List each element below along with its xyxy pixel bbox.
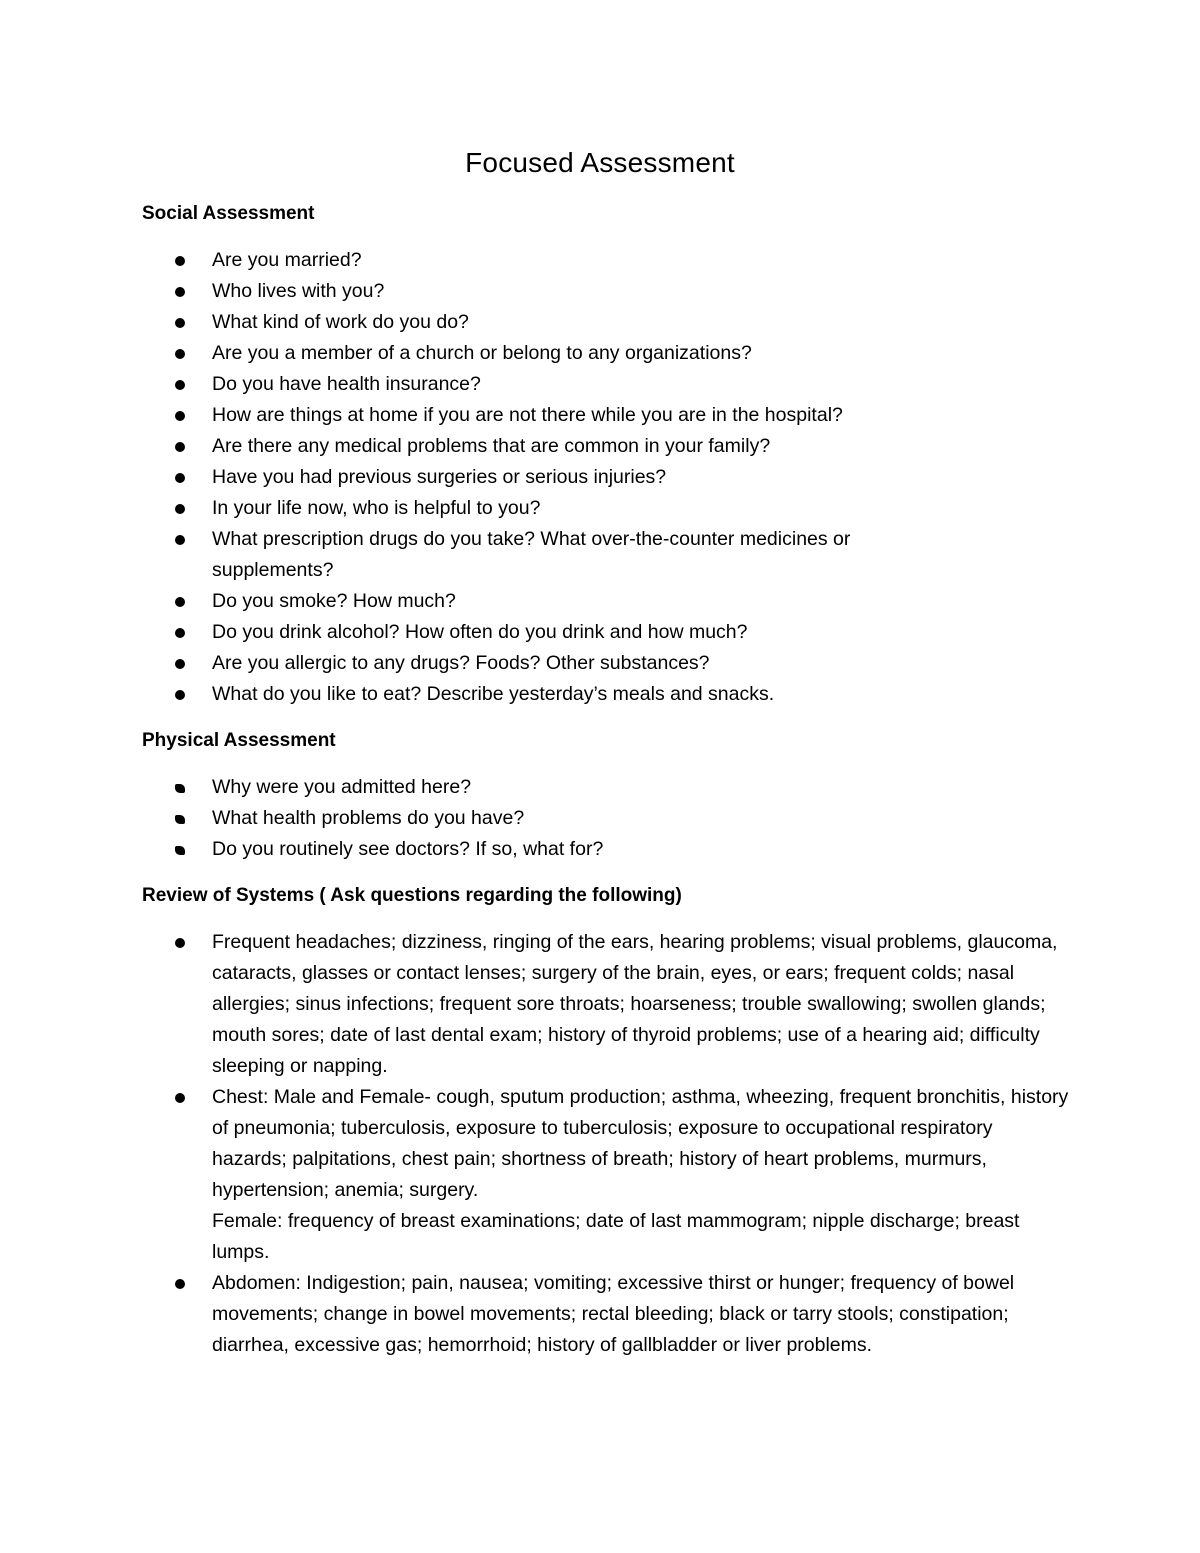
list-item: Do you have health insurance? xyxy=(142,369,1072,400)
bullet-icon xyxy=(175,535,185,545)
bullet-icon xyxy=(175,442,185,452)
list-item: Who lives with you? xyxy=(142,276,1072,307)
social-assessment-heading: Social Assessment xyxy=(142,203,315,224)
bullet-icon xyxy=(175,938,185,948)
bullet-icon xyxy=(175,1279,185,1289)
list-item: What health problems do you have? xyxy=(142,803,1072,834)
bullet-icon xyxy=(175,287,185,297)
bullet-icon xyxy=(175,380,185,390)
list-item: How are things at home if you are not there while you are in the hospital? xyxy=(142,400,1072,431)
review-of-systems-list xyxy=(142,927,1072,1361)
list-item: Are you a member of a church or belong to any organizations? xyxy=(142,338,1072,369)
list-item: Are you allergic to any drugs? Foods? Other substances? xyxy=(142,648,1072,679)
physical-assessment-list xyxy=(142,772,1072,865)
bullet-icon xyxy=(175,690,185,700)
bullet-icon xyxy=(175,784,185,793)
list-item: Have you had previous surgeries or serious injuries? xyxy=(142,462,1072,493)
list-item: Why were you admitted here? xyxy=(142,772,1072,803)
list-item: Chest: Male and Female- cough, sputum production; asthma, wheezing, frequent bronchitis, history of pneumonia; tuberculosis, exposure to tuberculosis; exposure to occupational respiratory hazards; palpitations, chest pain; shortness of breath; history of heart problems, murmurs, hypertension; anemia; surgery. Female: frequency of breast examinations; date of last mammogram; nipple discharge; breast lumps. xyxy=(142,1082,1072,1268)
bullet-icon xyxy=(175,349,185,359)
list-item: Abdomen: Indigestion; pain, nausea; vomiting; excessive thirst or hunger; frequency of bowel movements; change in bowel movements; rectal bleeding; black or tarry stools; constipation; diarrhea, excessive gas; hemorrhoid; history of gallbladder or liver problems. xyxy=(142,1268,1072,1361)
bullet-icon xyxy=(175,318,185,328)
bullet-icon xyxy=(175,815,185,824)
bullet-icon xyxy=(175,411,185,421)
list-item: Do you routinely see doctors? If so, what for? xyxy=(142,834,1072,865)
list-item: In your life now, who is helpful to you? xyxy=(142,493,1072,524)
bullet-icon xyxy=(175,1093,185,1103)
social-assessment-list xyxy=(142,245,1072,710)
list-item: What kind of work do you do? xyxy=(142,307,1072,338)
bullet-icon xyxy=(175,473,185,483)
bullet-icon xyxy=(175,846,185,855)
page-title: Focused Assessment xyxy=(465,147,735,178)
physical-assessment-heading: Physical Assessment xyxy=(142,730,336,751)
bullet-icon xyxy=(175,504,185,514)
bullet-icon xyxy=(175,659,185,669)
list-item: What prescription drugs do you take? What over-the-counter medicines or supplements? xyxy=(142,524,1072,586)
list-item: Do you smoke? How much? xyxy=(142,586,1072,617)
list-item: Are you married? xyxy=(142,245,1072,276)
list-item: Are there any medical problems that are common in your family? xyxy=(142,431,1072,462)
list-item: Do you drink alcohol? How often do you drink and how much? xyxy=(142,617,1072,648)
bullet-icon xyxy=(175,256,185,266)
list-item: Frequent headaches; dizziness, ringing of the ears, hearing problems; visual problems, glaucoma, cataracts, glasses or contact lenses; surgery of the brain, eyes, or ears; frequent colds; nasal allergies; sinus infections; frequent sore throats; hoarseness; trouble swallowing; swollen glands; mouth sores; date of last dental exam; history of thyroid problems; use of a hearing aid; difficulty sleeping or napping. xyxy=(142,927,1072,1082)
bullet-icon xyxy=(175,628,185,638)
review-of-systems-heading: Review of Systems ( Ask questions regarding the following) xyxy=(142,885,682,906)
list-item: What do you like to eat? Describe yesterday’s meals and snacks. xyxy=(142,679,1072,710)
bullet-icon xyxy=(175,597,185,607)
